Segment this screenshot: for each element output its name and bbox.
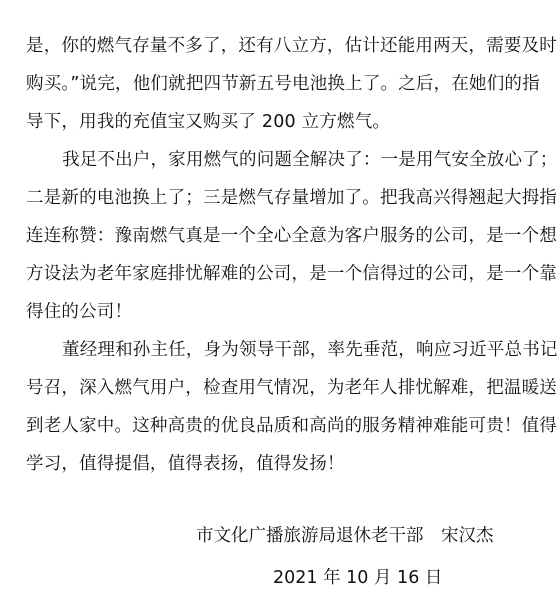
letter-date: 2021 年 10 月 16 日 bbox=[273, 568, 443, 588]
text-line: 购买。”说完，他们就把四节新五号电池换上了。之后，在她们的指 bbox=[26, 74, 540, 94]
text-line: 导下，用我的充值宝又购买了 200 立方燃气。 bbox=[26, 112, 391, 132]
text-line: 到老人家中。这种高贵的优良品质和高尚的服务精神难能可贵！值得 bbox=[26, 416, 557, 436]
signature: 市文化广播旅游局退休老干部 宋汉杰 bbox=[196, 526, 494, 546]
text-line: 号召，深入燃气用户，检查用气情况，为老年人排忧解难，把温暖送 bbox=[26, 378, 557, 398]
text-line: 得住的公司！ bbox=[26, 302, 133, 322]
text-line: 方设法为老年家庭排忧解难的公司，是一个信得过的公司，是一个靠 bbox=[26, 264, 557, 284]
text-line: 连连称赞：豫南燃气真是一个全心全意为客户服务的公司，是一个想 bbox=[26, 226, 557, 246]
text-line: 我足不出户，家用燃气的问题全解决了：一是用气安全放心了； bbox=[62, 150, 558, 170]
text-line: 二是新的电池换上了；三是燃气存量增加了。把我高兴得翘起大拇指 bbox=[26, 188, 557, 208]
text-line: 是，你的燃气存量不多了，还有八立方，估计还能用两天，需要及时 bbox=[26, 36, 557, 56]
text-line: 董经理和孙主任，身为领导干部，率先垂范，响应习近平总书记 bbox=[62, 340, 558, 360]
text-line: 学习，值得提倡，值得表扬，值得发扬！ bbox=[26, 454, 345, 474]
